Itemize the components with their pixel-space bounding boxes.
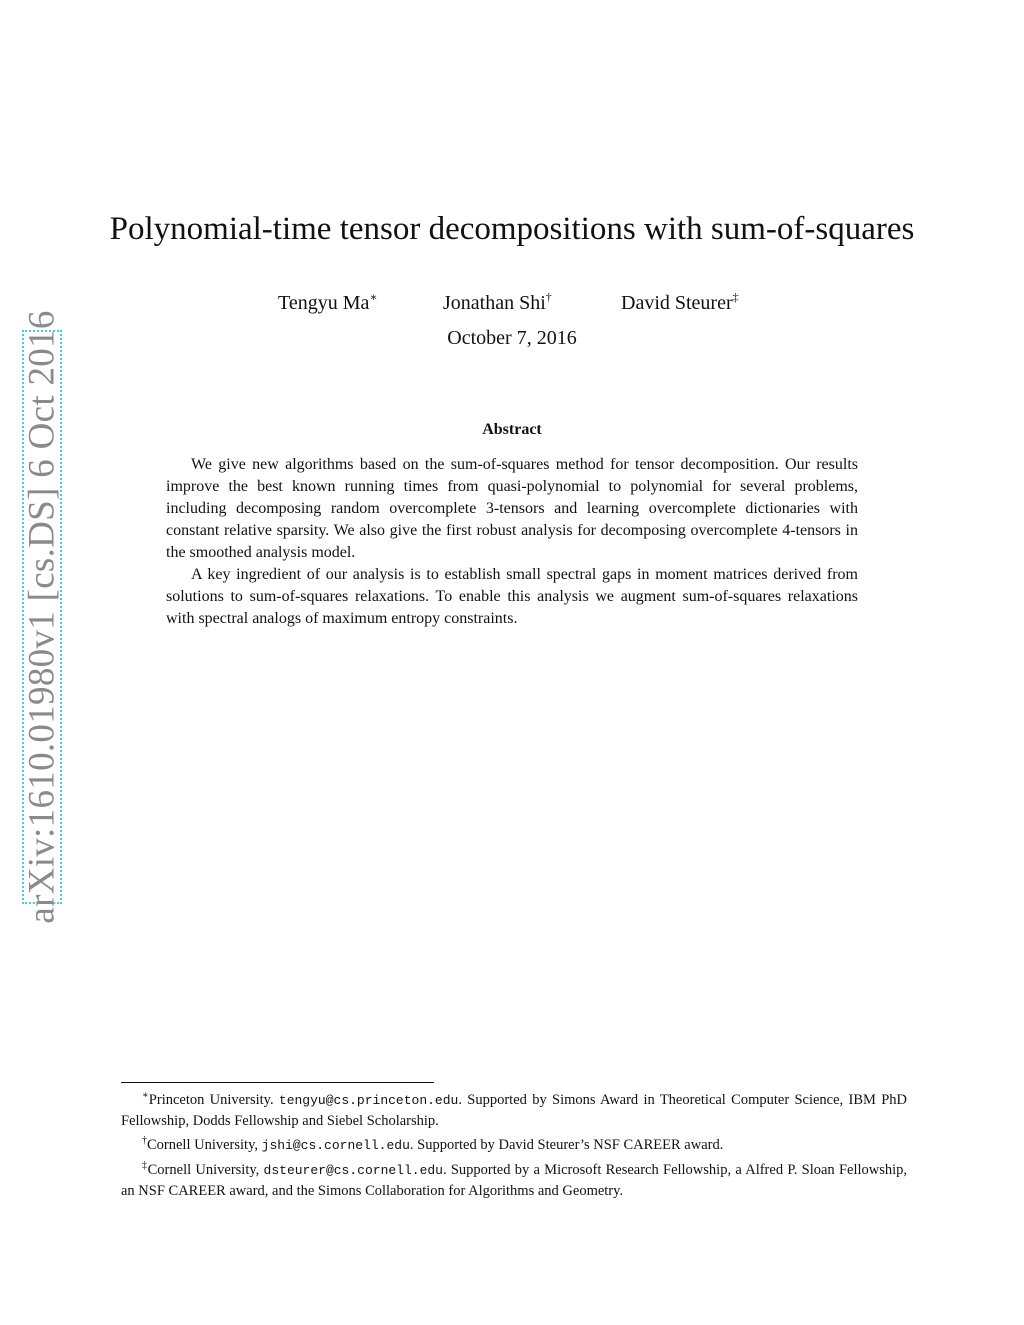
footnote-text: . Supported by David Steurer’s NSF CAREER award. [409, 1137, 724, 1153]
paper-date: October 7, 2016 [447, 327, 577, 349]
footnote-3 [121, 1156, 907, 1201]
author-name: David Steurer [621, 292, 733, 314]
abstract-paragraph: A key ingredient of our analysis is to establish small spectral gaps in moment matrices derived from solutions to sum-of-squares relaxations. To enable this analysis we augment sum-of-squares relaxations with spectral analogs of maximum entropy constraints. [166, 566, 858, 627]
author-mark: ‡ [732, 290, 739, 304]
footnotes [121, 1086, 907, 1201]
author-name: Jonathan Shi [443, 292, 546, 314]
paper-title: Polynomial-time tensor decompositions with sum-of-squares [109, 211, 915, 247]
author-mark: ∗ [369, 290, 378, 304]
footnote-text: . Supported by a Microsoft Research Fellowship, a Alfred P. Sloan Fellowship, an NSF CAREER award, and the Simons Collaboration for Algorithms and Geometry. [121, 1162, 908, 1199]
footnote-text: Cornell University, [147, 1137, 262, 1153]
footnote-mark: † [142, 1135, 147, 1146]
footnote-text: Princeton University. [148, 1092, 279, 1108]
footnote-1 [121, 1086, 907, 1131]
abstract-body [166, 454, 858, 630]
author-name: Tengyu Ma [278, 292, 370, 314]
abstract-paragraph: We give new algorithms based on the sum-of-squares method for tensor decomposition. Our results improve the best known running times from quasi-polynomial to polynomial for several problems, including decomposing random overcomplete 3-tensors and learning overcomplete dictionaries with constant relative sparsity. We also give the first robust analysis for decomposing overcomplete 4-tensors in the smoothed analysis model. [166, 456, 858, 561]
email-link[interactable]: dsteurer@cs.cornell.edu [263, 1163, 443, 1178]
footnote-mark: ‡ [142, 1160, 148, 1171]
abstract-heading: Abstract [482, 421, 542, 438]
email-link[interactable]: jshi@cs.cornell.edu [261, 1138, 410, 1153]
footnote-mark: ∗ [142, 1090, 149, 1101]
arxiv-identifier[interactable]: arXiv:1610.01980v1 [cs.DS] 6 Oct 2016 [21, 310, 63, 924]
footnote-text: Cornell University, [147, 1162, 264, 1178]
footnote-rule [121, 1082, 434, 1083]
footnote-text: . Supported by Simons Award in Theoretical Computer Science, IBM PhD Fellowship, Dodds Fellowship and Siebel Scholarship. [121, 1092, 907, 1129]
author-jonathan-shi [443, 284, 552, 316]
author-tengyu-ma [278, 284, 378, 316]
author-mark: † [545, 290, 552, 304]
footnote-2 [121, 1131, 907, 1156]
email-link[interactable]: tengyu@cs.princeton.edu [278, 1093, 459, 1108]
author-david-steurer [621, 284, 739, 316]
